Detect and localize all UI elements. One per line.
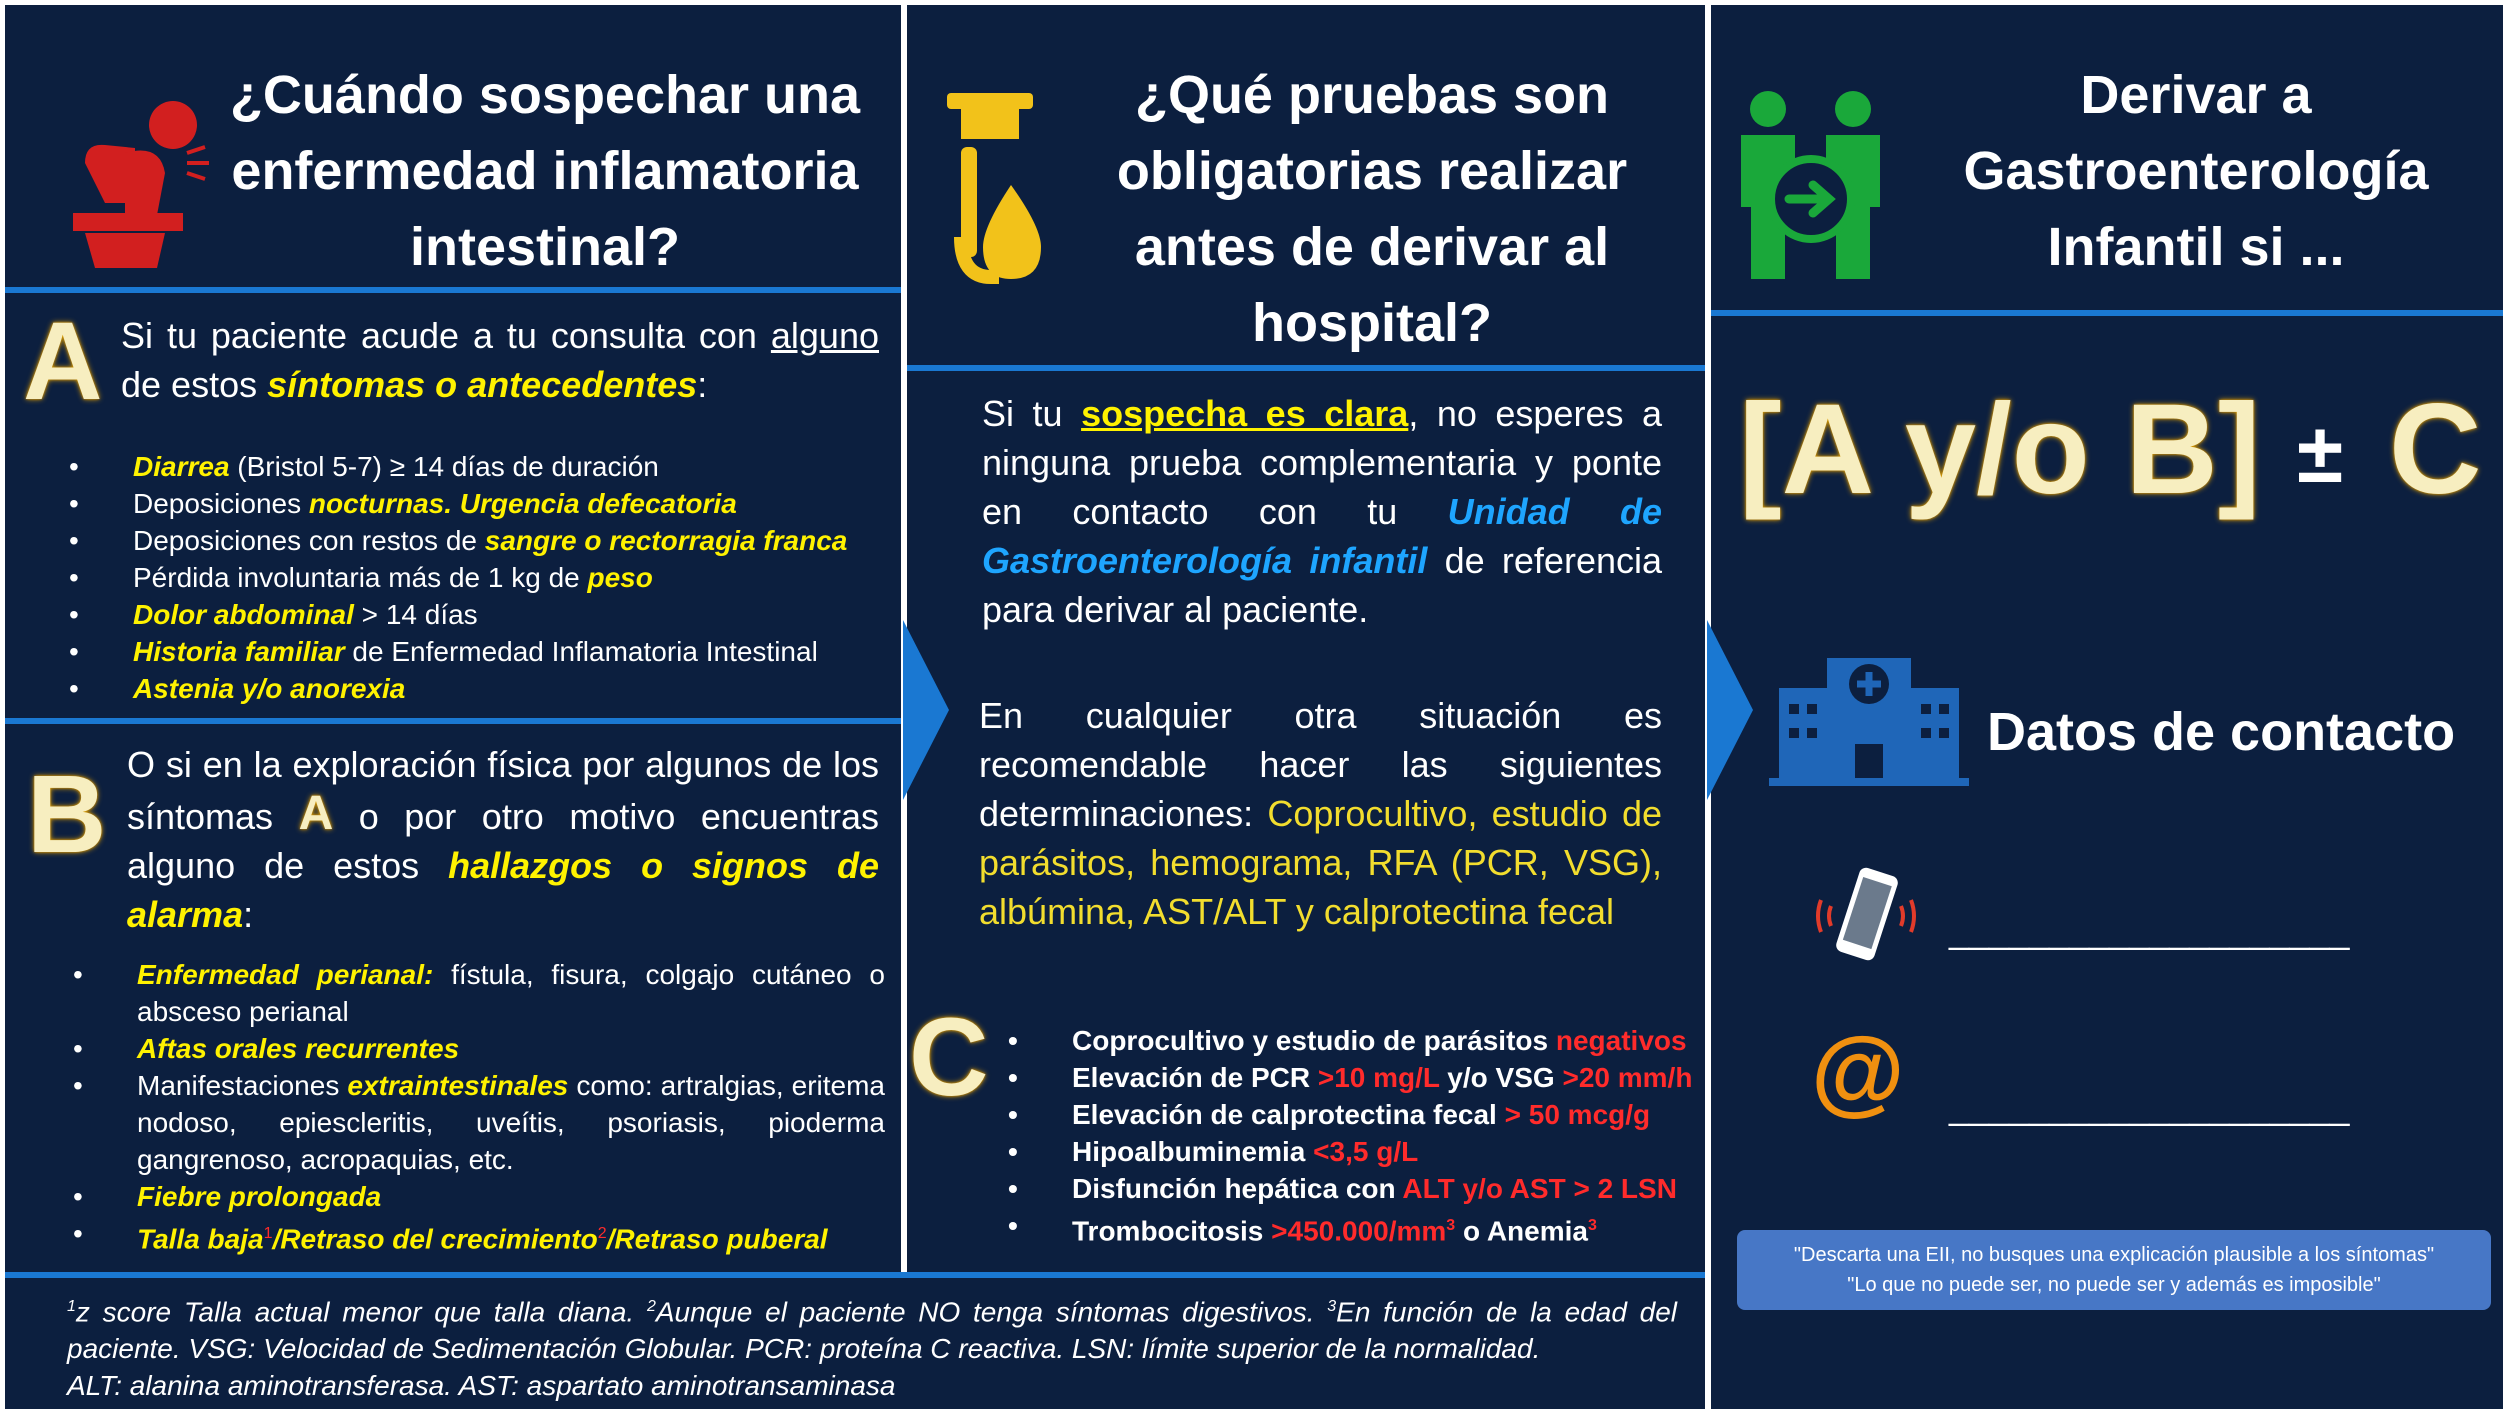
col2-title-line: antes de derivar al xyxy=(1134,217,1610,277)
p1-highlight: sospecha es clara xyxy=(1081,393,1409,434)
divider-line xyxy=(1711,310,2503,316)
referral-formula xyxy=(1739,380,2260,520)
alarm-highlight: /Retraso del crecimiento xyxy=(272,1223,598,1255)
mini-letter-a: A xyxy=(298,787,334,840)
alarm-text: fístula, fisura, colgajo cutáneo o absceso perianal xyxy=(137,959,885,1027)
divider-line xyxy=(907,365,1705,371)
col1-title-line: enfermedad inflamatoria xyxy=(231,141,859,201)
alarm-item xyxy=(137,956,885,1030)
symptom-highlight: Historia familiar xyxy=(133,636,345,667)
col2-body-panel xyxy=(907,371,1705,1272)
col2-header-panel xyxy=(907,5,1705,365)
b-intro-highlight: hallazgos o signos de alarma xyxy=(127,845,880,935)
col3-title-line: Gastroenterología xyxy=(1963,141,2429,201)
tests-paragraph xyxy=(979,691,1662,936)
section-b-panel xyxy=(5,724,901,1272)
footnote-marker: 1 xyxy=(67,1298,76,1315)
col2-title-line: obligatorias realizar xyxy=(1116,141,1628,201)
symptom-item xyxy=(133,485,893,522)
quote-line: "Descarta una EII, no busques una explicación plausible a los síntomas" xyxy=(1793,1244,2435,1266)
p1-unit-highlight: Unidad de Gastroenterología infantil xyxy=(982,491,1662,581)
criteria-c-list xyxy=(1072,1022,1702,1249)
criteria-text: Trombocitosis xyxy=(1072,1215,1272,1247)
symptom-text: de Enfermedad Inflamatoria Intestinal xyxy=(344,636,818,667)
criteria-value: >10 mg/L xyxy=(1317,1062,1440,1093)
email-line[interactable]: ____________________ xyxy=(1949,1086,2350,1127)
patient-toilet-icon xyxy=(65,93,215,273)
symptom-highlight: Diarrea xyxy=(133,451,230,482)
a-intro-text: de estos xyxy=(121,364,268,405)
a-intro-highlight: síntomas o antecedentes xyxy=(267,364,698,405)
referral-people-icon xyxy=(1723,87,1903,287)
b-intro-text: : xyxy=(243,894,254,935)
criteria-value: >450.000/mm xyxy=(1271,1215,1447,1247)
criteria-item xyxy=(1072,1059,1702,1096)
footnotes-text xyxy=(67,1288,1677,1404)
footnote-text: Aunque el paciente NO tenga síntomas digestivos. xyxy=(655,1296,1328,1328)
col1-title xyxy=(215,57,875,285)
contact-title: Datos de contacto xyxy=(1987,702,2456,762)
criteria-value: <3,5 g/L xyxy=(1313,1136,1419,1167)
criteria-value: >20 mm/h xyxy=(1562,1062,1693,1093)
criteria-value: negativos xyxy=(1555,1025,1687,1056)
symptom-text: Pérdida involuntaria más de 1 kg de xyxy=(133,562,588,593)
section-a-intro xyxy=(121,311,879,409)
criteria-item xyxy=(1072,1133,1702,1170)
b-intro-text: O si en la exploración física por algunos de los síntomas xyxy=(127,744,879,837)
criteria-item xyxy=(1072,1207,1702,1249)
col3-title-line: Derivar a xyxy=(2080,65,2312,125)
criteria-text: y/o VSG xyxy=(1439,1062,1563,1093)
alarm-text: como: artralgias, eritema nodoso, epiescleritis, uveítis, psoriasis, pioderma gangrenoso, acropaquias, etc. xyxy=(137,1070,885,1175)
symptom-highlight: Astenia y/o anorexia xyxy=(133,673,406,704)
symptom-highlight: nocturnas. Urgencia defecatoria xyxy=(308,488,737,519)
symptom-list xyxy=(133,448,893,707)
alarm-item xyxy=(137,1215,885,1257)
criteria-text: Coprocultivo y estudio de parásitos xyxy=(1072,1025,1556,1056)
footnote-ref: 1 xyxy=(263,1225,273,1242)
p2-text: En cualquier otra situación es recomendable hacer las siguientes determinaciones: xyxy=(979,695,1662,834)
criteria-text: o Anemia xyxy=(1455,1215,1588,1247)
letter-b: B xyxy=(27,753,107,876)
symptom-item xyxy=(133,448,893,485)
footnote-marker: 2 xyxy=(646,1298,656,1315)
symptom-item xyxy=(133,596,893,633)
alarm-text: Manifestaciones xyxy=(137,1070,348,1101)
symptom-text: > 14 días xyxy=(353,599,478,630)
a-intro-underlined: alguno xyxy=(770,315,879,356)
alarm-item xyxy=(137,1178,885,1215)
symptom-highlight: sangre o rectorragia franca xyxy=(484,525,848,556)
col1-title-line: ¿Cuándo sospechar una xyxy=(229,65,861,125)
symptom-item xyxy=(133,670,893,707)
col2-title-line: hospital? xyxy=(1252,293,1492,353)
col1-title-line: intestinal? xyxy=(409,217,681,277)
criteria-item xyxy=(1072,1022,1702,1059)
alarm-item xyxy=(137,1030,885,1067)
letter-c: C xyxy=(909,996,989,1119)
formula-ab: [A y/o B] xyxy=(1739,378,2261,521)
formula-c: C xyxy=(2389,378,2482,521)
p1-text: Si tu xyxy=(982,393,1082,434)
alarm-highlight: Aftas orales recurrentes xyxy=(137,1033,460,1064)
col2-title-line: ¿Qué pruebas son xyxy=(1134,65,1610,125)
footnote-text: z score Talla actual menor que talla diana. xyxy=(75,1296,647,1328)
divider-line xyxy=(5,1272,1705,1278)
alarm-highlight: Talla baja xyxy=(137,1223,264,1255)
alarm-highlight: /Retraso puberal xyxy=(606,1223,828,1255)
divider-line xyxy=(5,287,901,293)
footnote-ref: 3 xyxy=(1446,1217,1456,1234)
section-a-panel xyxy=(5,293,901,718)
quote-line: "Lo que no puede ser, no puede ser y además es imposible" xyxy=(1847,1274,2381,1296)
test-tube-drop-icon xyxy=(939,87,1051,287)
alarm-item xyxy=(137,1067,885,1178)
criteria-text: Hipoalbuminemia xyxy=(1072,1136,1314,1167)
section-b-intro xyxy=(127,740,879,939)
footnotes-panel xyxy=(5,1278,1705,1409)
col3-title xyxy=(1911,57,2481,285)
col2-title xyxy=(1057,57,1687,361)
col3-title-line: Infantil si ... xyxy=(2047,217,2345,277)
footnote-marker: 3 xyxy=(1327,1298,1337,1315)
a-intro-text: : xyxy=(697,364,708,405)
footnote-ref: 2 xyxy=(597,1225,607,1242)
criteria-value: > 50 mcg/g xyxy=(1504,1099,1651,1130)
criteria-item xyxy=(1072,1096,1702,1133)
symptom-item xyxy=(133,559,893,596)
criteria-text: Elevación de calprotectina fecal xyxy=(1072,1099,1505,1130)
symptom-highlight: Dolor abdominal xyxy=(133,599,354,630)
criteria-value: ALT y/o AST > 2 LSN xyxy=(1402,1173,1677,1204)
a-intro-text: Si tu paciente acude a tu consulta con xyxy=(121,315,771,356)
criteria-text: Disfunción hepática con xyxy=(1072,1173,1403,1204)
criteria-item xyxy=(1072,1170,1702,1207)
p1-text: de referencia para derivar al paciente. xyxy=(982,540,1663,630)
clear-suspicion-paragraph xyxy=(982,389,1662,634)
hospital-icon xyxy=(1769,648,1969,788)
alarm-signs-list xyxy=(137,956,885,1257)
footnote-text: ALT: alanina aminotransferasa. AST: aspartato aminotransaminasa xyxy=(67,1370,896,1402)
plus-minus-sign: ± xyxy=(2297,406,2344,500)
quote-box xyxy=(1737,1230,2491,1310)
flow-arrow-right xyxy=(1707,620,1753,800)
letter-a: A xyxy=(23,300,103,423)
alarm-highlight: extraintestinales xyxy=(347,1070,569,1101)
email-at-icon: @ xyxy=(1811,1018,1905,1125)
symptom-text: Deposiciones xyxy=(133,488,309,519)
symptom-item xyxy=(133,522,893,559)
col1-header-panel xyxy=(5,5,901,287)
b-intro-text: o por otro motivo encuentras alguno de estos xyxy=(127,796,879,886)
footnote-text: En función de la edad del paciente. VSG: Velocidad de Sedimentación Globular. PCR: proteína C reactiva. LSN: límite superior de la normalidad. xyxy=(67,1296,1678,1365)
flow-arrow-right xyxy=(903,620,949,800)
col3-body-panel xyxy=(1711,316,2503,1409)
alarm-highlight: Enfermedad perianal: xyxy=(137,959,434,990)
alarm-highlight: Fiebre prolongada xyxy=(137,1181,382,1212)
symptom-highlight: peso xyxy=(587,562,653,593)
symptom-text: Deposiciones con restos de xyxy=(133,525,485,556)
footnote-ref: 3 xyxy=(1587,1217,1597,1234)
phone-line[interactable]: ____________________ xyxy=(1949,910,2350,951)
phone-icon xyxy=(1811,864,1921,968)
criteria-text: Elevación de PCR xyxy=(1072,1062,1318,1093)
divider-line xyxy=(5,718,901,724)
col3-header-panel xyxy=(1711,5,2503,310)
symptom-text: (Bristol 5-7) ≥ 14 días de duración xyxy=(229,451,659,482)
p2-tests-highlight: Coprocultivo, estudio de parásitos, hemograma, RFA (PCR, VSG), albúmina, AST/ALT y calprotectina fecal xyxy=(979,793,1662,932)
p1-text: , no esperes a ninguna prueba complementaria y ponte en contacto con tu xyxy=(982,393,1662,532)
symptom-item xyxy=(133,633,893,670)
